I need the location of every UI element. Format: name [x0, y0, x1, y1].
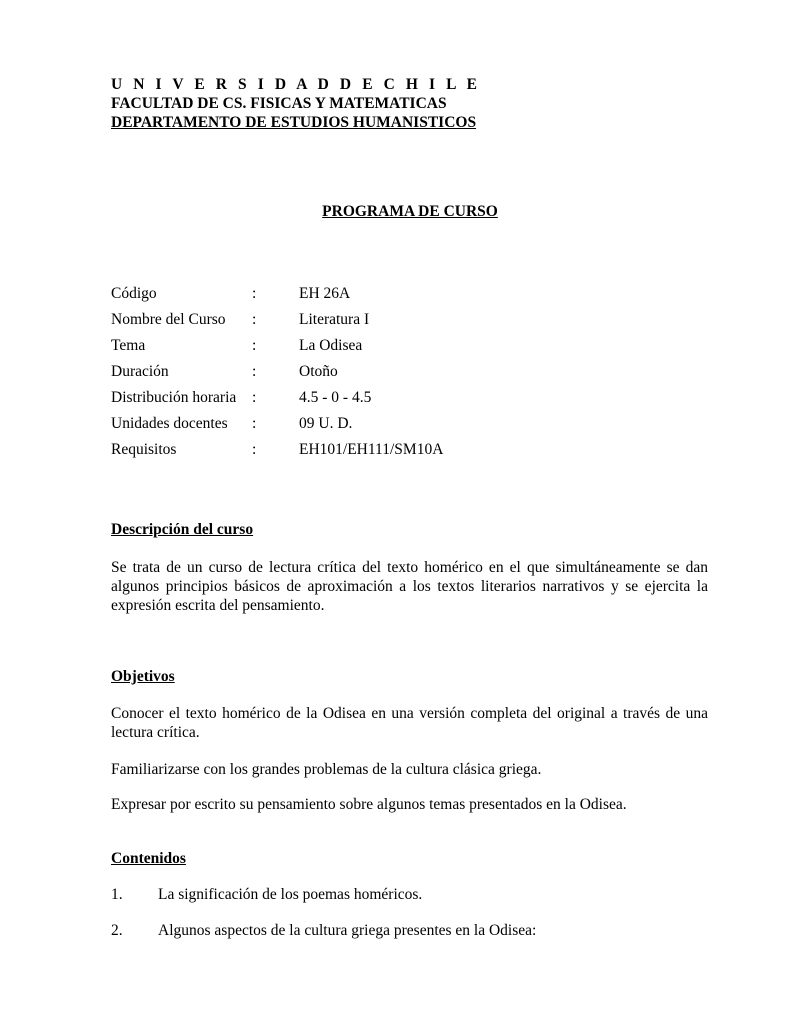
info-label: Unidades docentes [111, 415, 228, 432]
faculty-name: FACULTAD DE CS. FISICAS Y MATEMATICAS [111, 95, 447, 112]
info-separator: : [252, 441, 257, 458]
info-separator: : [252, 311, 257, 328]
objetivos-heading: Objetivos [111, 668, 175, 685]
info-value: La Odisea [299, 337, 363, 354]
info-value: EH 26A [299, 285, 351, 302]
page-title: PROGRAMA DE CURSO [322, 203, 498, 220]
info-separator: : [252, 337, 257, 354]
info-value: 09 U. D. [299, 415, 353, 432]
info-separator: : [252, 285, 257, 302]
info-separator: : [252, 389, 257, 406]
info-label: Nombre del Curso [111, 311, 226, 328]
objetivo-paragraph: Expresar por escrito su pensamiento sobre algunos temas presentados en la Odisea. [111, 796, 627, 813]
objetivo-paragraph: Conocer el texto homérico de la Odisea en una versión completa del original a través de una lectura crítica. [111, 705, 708, 741]
contenidos-heading: Contenidos [111, 850, 186, 867]
info-value: EH101/EH111/SM10A [299, 441, 444, 458]
list-number: 2. [111, 922, 123, 939]
info-separator: : [252, 415, 257, 432]
descripcion-heading: Descripción del curso [111, 521, 254, 538]
descripcion-paragraph: Se trata de un curso de lectura crítica del texto homérico en el que simultáneamente se dan algunos principios básicos de aproximación a los textos literarios narrativos y se ejercita la expresión escrita del pensamiento. [111, 559, 708, 614]
list-text: La significación de los poemas homéricos. [158, 886, 423, 903]
info-label: Código [111, 285, 157, 302]
list-text: Algunos aspectos de la cultura griega presentes en la Odisea: [158, 922, 537, 939]
university-name: U N I V E R S I D A D D E C H I L E [111, 76, 481, 93]
info-label: Duración [111, 363, 169, 380]
info-label: Distribución horaria [111, 389, 237, 406]
objetivo-paragraph: Familiarizarse con los grandes problemas de la cultura clásica griega. [111, 761, 542, 778]
department-name: DEPARTAMENTO DE ESTUDIOS HUMANISTICOS [111, 114, 477, 131]
info-value: 4.5 - 0 - 4.5 [299, 389, 372, 406]
list-number: 1. [111, 886, 123, 903]
info-value: Otoño [299, 363, 338, 380]
info-value: Literatura I [299, 311, 370, 328]
info-separator: : [252, 363, 257, 380]
info-label: Tema [111, 337, 146, 354]
info-label: Requisitos [111, 441, 177, 458]
